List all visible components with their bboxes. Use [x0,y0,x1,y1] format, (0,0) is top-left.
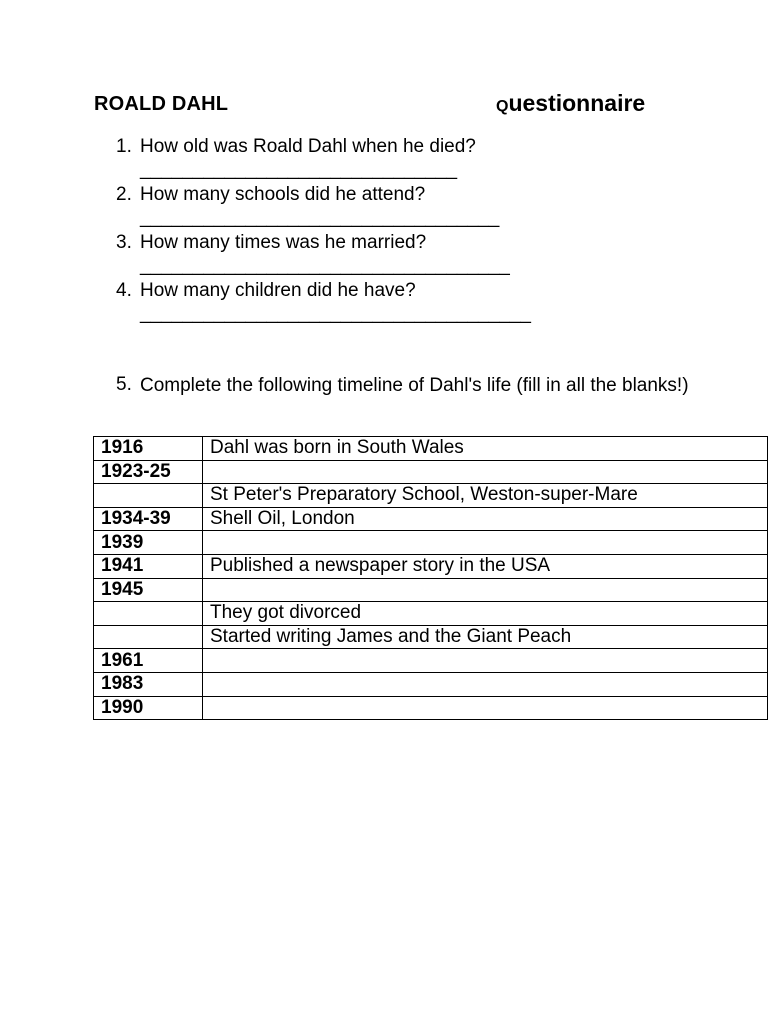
answer-line-2[interactable]: __________________________________ [140,207,500,228]
timeline-event[interactable] [203,672,768,696]
table-row [94,554,768,578]
table-row [94,649,768,673]
table-row [94,484,768,508]
timeline-year: 1941 [94,554,203,578]
question-number: 2. [116,184,132,205]
timeline-year: 1961 [94,649,203,673]
timeline-year: 1983 [94,672,203,696]
question-3 [116,232,716,280]
timeline-event[interactable]: Dahl was born in South Wales [203,437,768,461]
question-number: 5. [116,374,132,395]
question-text: How many children did he have? [140,280,416,301]
table-row [94,602,768,626]
answer-line-1[interactable]: ______________________________ [140,159,458,180]
question-5 [116,374,716,398]
timeline-event: Published a newspaper story in the USA [203,554,768,578]
timeline-event[interactable] [203,460,768,484]
timeline-event[interactable] [203,531,768,555]
timeline-year[interactable] [94,625,203,649]
timeline-event: They got divorced [203,602,768,626]
question-list [116,136,716,398]
table-row [94,578,768,602]
timeline-event[interactable] [203,578,768,602]
timeline-year: 1939 [94,531,203,555]
timeline-year[interactable] [94,602,203,626]
question-text: How many schools did he attend? [140,184,426,205]
question-text: How old was Roald Dahl when he died? [140,136,476,157]
timeline-year[interactable] [94,484,203,508]
answer-line-4[interactable]: _____________________________________ [140,303,531,324]
timeline-year: 1934-39 [94,507,203,531]
question-2 [116,184,716,232]
table-row [94,625,768,649]
timeline-table [93,436,768,720]
questionnaire-heading [496,90,645,117]
table-row [94,460,768,484]
heading-rest: uestionnaire [508,90,646,116]
question-number: 3. [116,232,132,253]
table-row [94,672,768,696]
heading-initial: Q [496,98,509,115]
timeline-event: Shell Oil, London [203,507,768,531]
timeline-year: 1916 [94,437,203,461]
table-row [94,507,768,531]
timeline-event: Started writing James and the Giant Peach [203,625,768,649]
question-text: How many times was he married? [140,232,427,253]
question-4 [116,280,716,328]
question-number: 1. [116,136,132,157]
answer-line-3[interactable]: ___________________________________ [140,255,510,276]
timeline-event[interactable] [203,649,768,673]
timeline-event: St Peter's Preparatory School, Weston-super-Mare [203,484,768,508]
table-row [94,696,768,720]
table-row [94,437,768,461]
question-text: Complete the following timeline of Dahl's life (fill in all the blanks!) [140,375,689,396]
table-row [94,531,768,555]
timeline-year: 1945 [94,578,203,602]
timeline-year: 1923-25 [94,460,203,484]
question-number: 4. [116,280,132,301]
page-title: ROALD DAHL [94,93,229,115]
question-1 [116,136,716,184]
timeline-event[interactable] [203,696,768,720]
timeline-year: 1990 [94,696,203,720]
